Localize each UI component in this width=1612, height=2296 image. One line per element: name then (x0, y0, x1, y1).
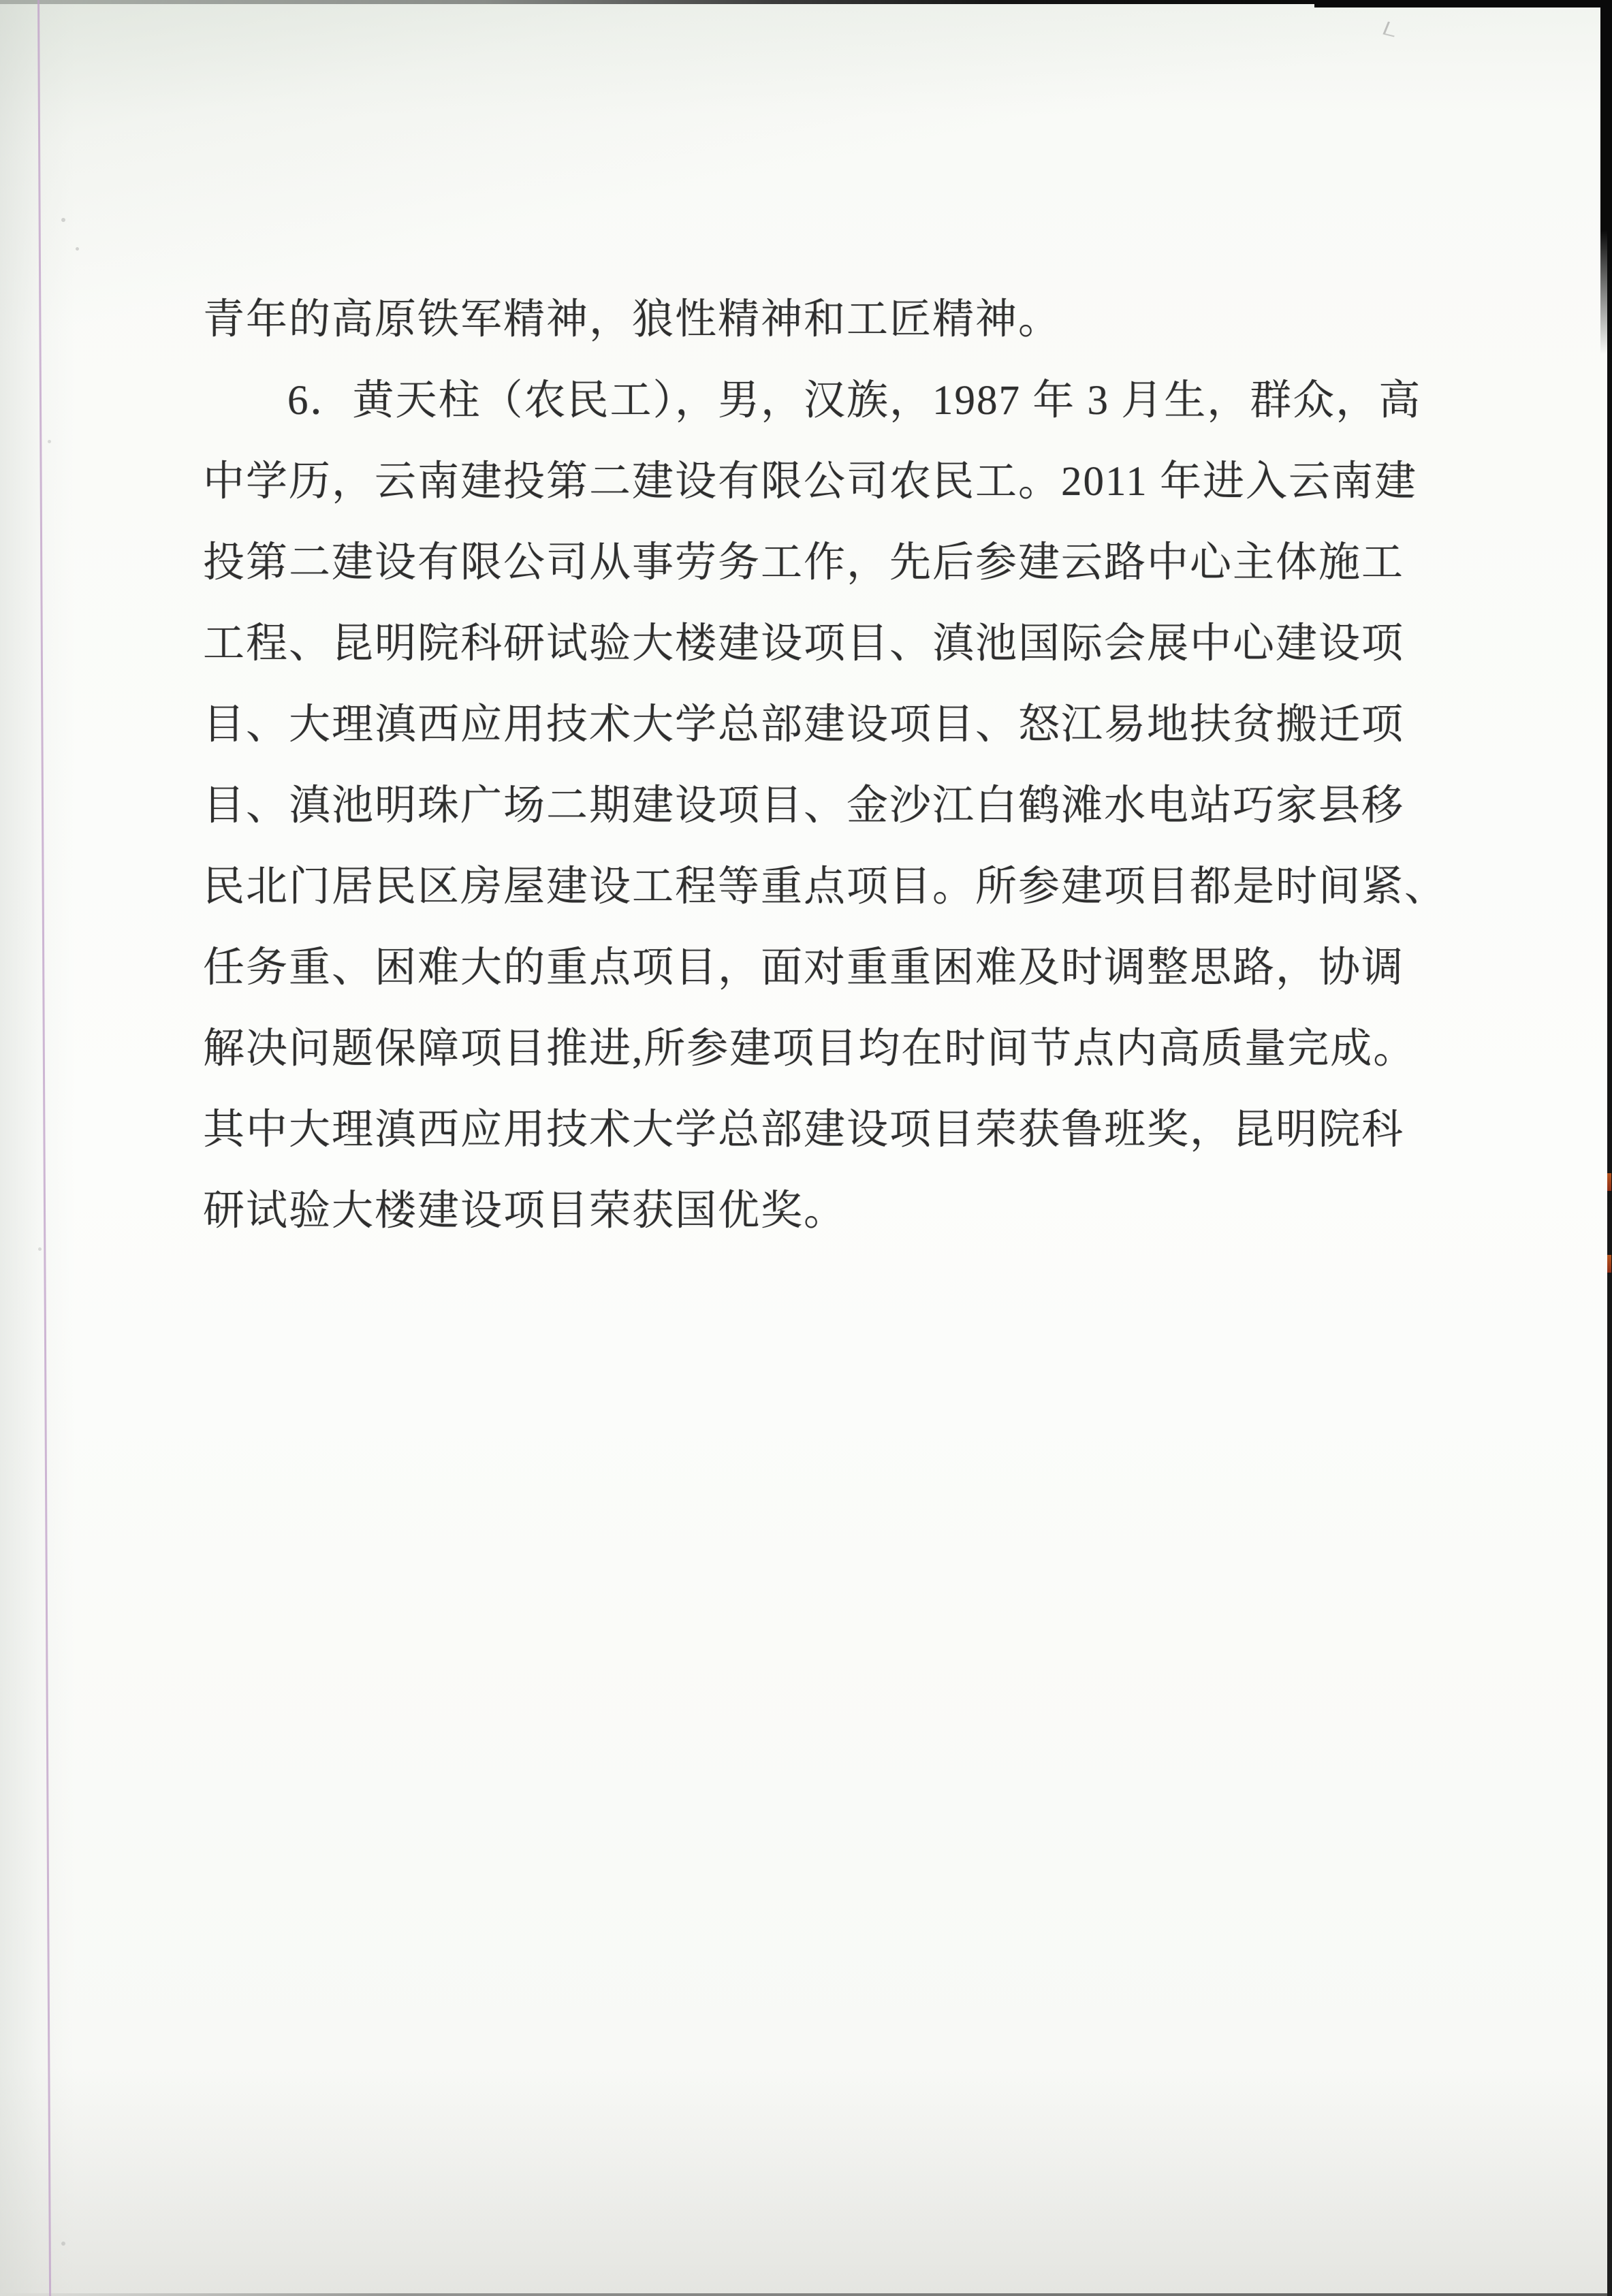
dust-speck (38, 1247, 42, 1251)
text-line: 民北门居民区房屋建设工程等重点项目。所参建项目都是时间紧、 (203, 864, 1448, 910)
text-line: 中学历，云南建投第二建设有限公司农民工。2011 年进入云南建 (203, 459, 1417, 505)
vertical-scan-line-artifact (37, 0, 51, 2296)
scan-edge-glint (1607, 1255, 1611, 1273)
scan-bottom-edge (0, 2293, 1612, 2296)
dust-speck (76, 247, 79, 251)
dust-speck (48, 440, 51, 443)
scan-edge-glint (1607, 1173, 1611, 1191)
text-line: 解决问题保障项目推进,所参建项目均在时间节点内高质量完成。 (203, 1026, 1417, 1072)
dust-speck (61, 218, 65, 222)
text-line: 目、滇池明珠广场二期建设项目、金沙江白鹤滩水电站巧家县移 (203, 783, 1405, 829)
pencil-mark (1382, 22, 1399, 37)
text-line: 其中大理滇西应用技术大学总部建设项目荣获鲁班奖，昆明院科 (203, 1107, 1405, 1153)
text-line: 目、大理滇西应用技术大学总部建设项目、怒江易地扶贫搬迁项 (203, 702, 1405, 748)
text-line: 研试验大楼建设项目荣获国优奖。 (203, 1188, 847, 1234)
scan-right-edge-top (1600, 0, 1612, 354)
text-line: 投第二建设有限公司从事劳务工作，先后参建云路中心主体施工 (203, 540, 1405, 586)
dust-speck (61, 2242, 65, 2246)
scan-top-edge-dark (1314, 0, 1612, 7)
text-line: 青年的高原铁军精神，狼性精神和工匠精神。 (203, 297, 1062, 342)
text-line: 6．黄天柱（农民工），男，汉族，1987 年 3 月生，群众，高 (287, 378, 1422, 424)
text-line: 工程、昆明院科研试验大楼建设项目、滇池国际会展中心建设项 (203, 621, 1405, 667)
text-line: 任务重、困难大的重点项目，面对重重困难及时调整思路，协调 (203, 945, 1405, 991)
document-body-text (203, 279, 1448, 1251)
